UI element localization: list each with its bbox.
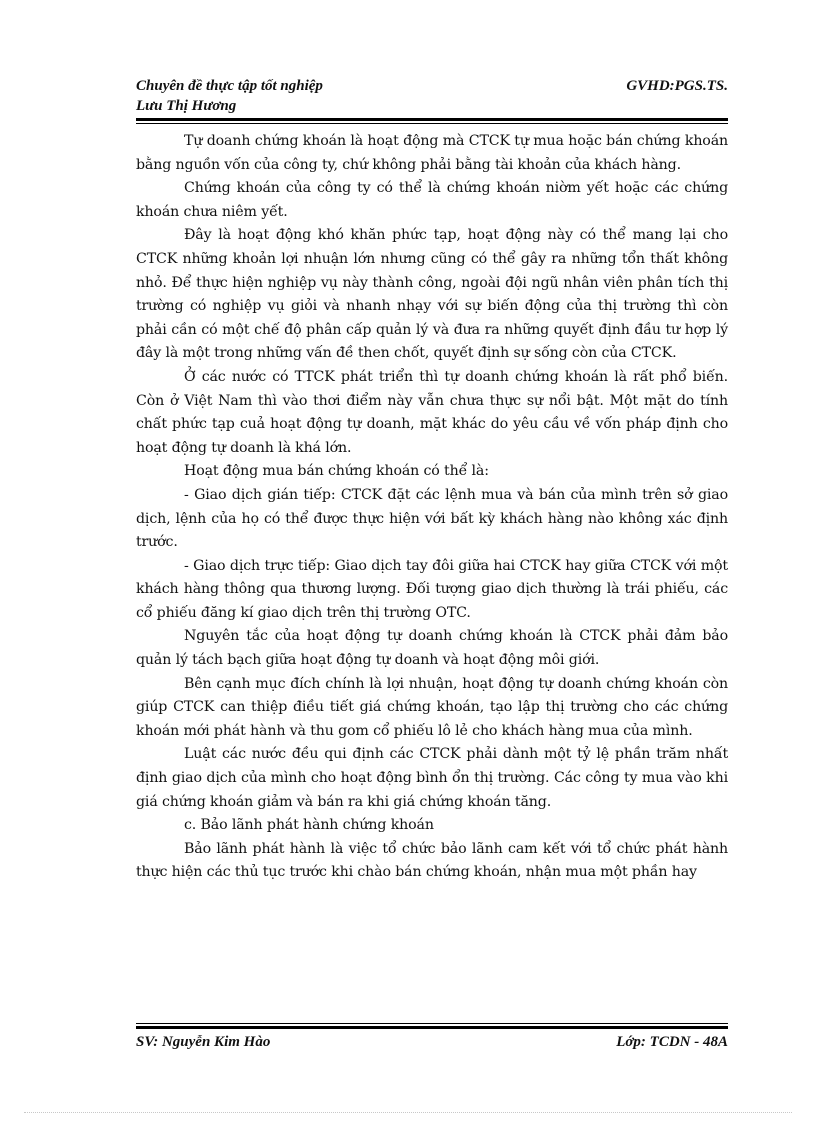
header-supervisor: GVHD:PGS.TS. (626, 78, 728, 94)
paragraph: Bảo lãnh phát hành là việc tổ chức bảo lãnh cam kết với tổ chức phát hành thực hiện các thủ tục trước khi chào bán chứng khoán, nhận mua một phần hay (136, 840, 728, 881)
footer-student: SV: Nguyễn Kim Hào (136, 1034, 271, 1050)
paragraph: Đây là hoạt động khó khăn phức tạp, hoạt động này có thể mang lại cho CTCK những khoản lợi nhuận lớn nhưng cũng có thể gây ra những tổn thất không nhỏ. Để thực hiện nghiệp vụ này thành công, ngoài đội ngũ nhân viên phân tích thị trường có nghiệp vụ giỏi và nhanh nhạy với sự biến động của thị trường thì còn phải cần có một chế độ phân cấp quản lý và đưa ra những quyết định đầu tư hợp lý đây là một trong những vấn đề then chốt, quyết định sự sống còn của CTCK. (136, 227, 728, 362)
paragraph: Hoạt động mua bán chứng khoán có thể là: (184, 463, 489, 480)
header-rule-thin (136, 123, 728, 124)
paragraph: - Giao dịch trực tiếp: Giao dịch tay đôi giữa hai CTCK hay giữa CTCK với một khách hàng thông qua thương lượng. Đối tượng giao dịch thường là trái phiếu, các cổ phiếu đăng kí giao dịch trên thị trường OTC. (136, 557, 728, 621)
header-row-1 (136, 76, 728, 96)
paragraph: Tự doanh chứng khoán là hoạt động mà CTCK tự mua hoặc bán chứng khoán bằng nguồn vốn của công ty, chứ không phải bằng tài khoản của khách hàng. (136, 133, 728, 173)
section-heading: c. Bảo lãnh phát hành chứng khoán (184, 817, 434, 834)
paragraph: Nguyên tắc của hoạt động tự doanh chứng khoán là CTCK phải đảm bảo quản lý tách bạch giữa hoạt động tự doanh và hoạt động môi giới. (136, 628, 728, 669)
paragraph: Luật các nước đều qui định các CTCK phải dành một tỷ lệ phần trăm nhất định giao dịch của mình cho hoạt động bình ổn thị trường. Các công ty mua vào khi giá chứng khoán giảm và bán ra khi giá chứng khoán tăng. (136, 746, 728, 810)
footer-rule-thin (136, 1023, 728, 1024)
paragraph: Bên cạnh mục đích chính là lợi nhuận, hoạt động tự doanh chứng khoán còn giúp CTCK can thiệp điều tiết giá chứng khoán, tạo lập thị trường cho các chứng khoán mới phát hành và thu gom cổ phiếu lô lẻ cho khách hàng mua của mình. (136, 675, 728, 739)
page-header (136, 76, 728, 116)
header-report-title: Chuyên đề thực tập tốt nghiệp (136, 78, 323, 94)
footer-class: Lớp: TCDN - 48A (616, 1034, 728, 1050)
page-footer (136, 1032, 728, 1052)
header-supervisor-name: Lưu Thị Hương (136, 98, 237, 114)
footer-rule-thick (136, 1026, 728, 1029)
page-body (136, 130, 728, 885)
paragraph: - Giao dịch gián tiếp: CTCK đặt các lệnh mua và bán của mình trên sở giao dịch, lệnh của họ có thể được thực hiện với bất kỳ khách hàng nào không xác định trước. (136, 486, 728, 551)
header-row-2 (136, 96, 728, 116)
page-bottom-edge (24, 1112, 792, 1113)
paragraph: Chứng khoán của công ty có thể là chứng khoán niờm yết hoặc các chứng khoán chưa niêm yết. (136, 180, 728, 220)
paragraph: Ở các nước có TTCK phát triển thì tự doanh chứng khoán là rất phổ biến. Còn ở Việt Nam thì vào thơi điểm này vẫn chưa thực sự nổi bật. Một mặt do tính chất phức tạp cuả hoạt động tự doanh, mặt khác do yêu cầu về vốn pháp định cho hoạt động tự doanh là khá lớn. (136, 368, 728, 456)
header-rule-thick (136, 118, 728, 121)
